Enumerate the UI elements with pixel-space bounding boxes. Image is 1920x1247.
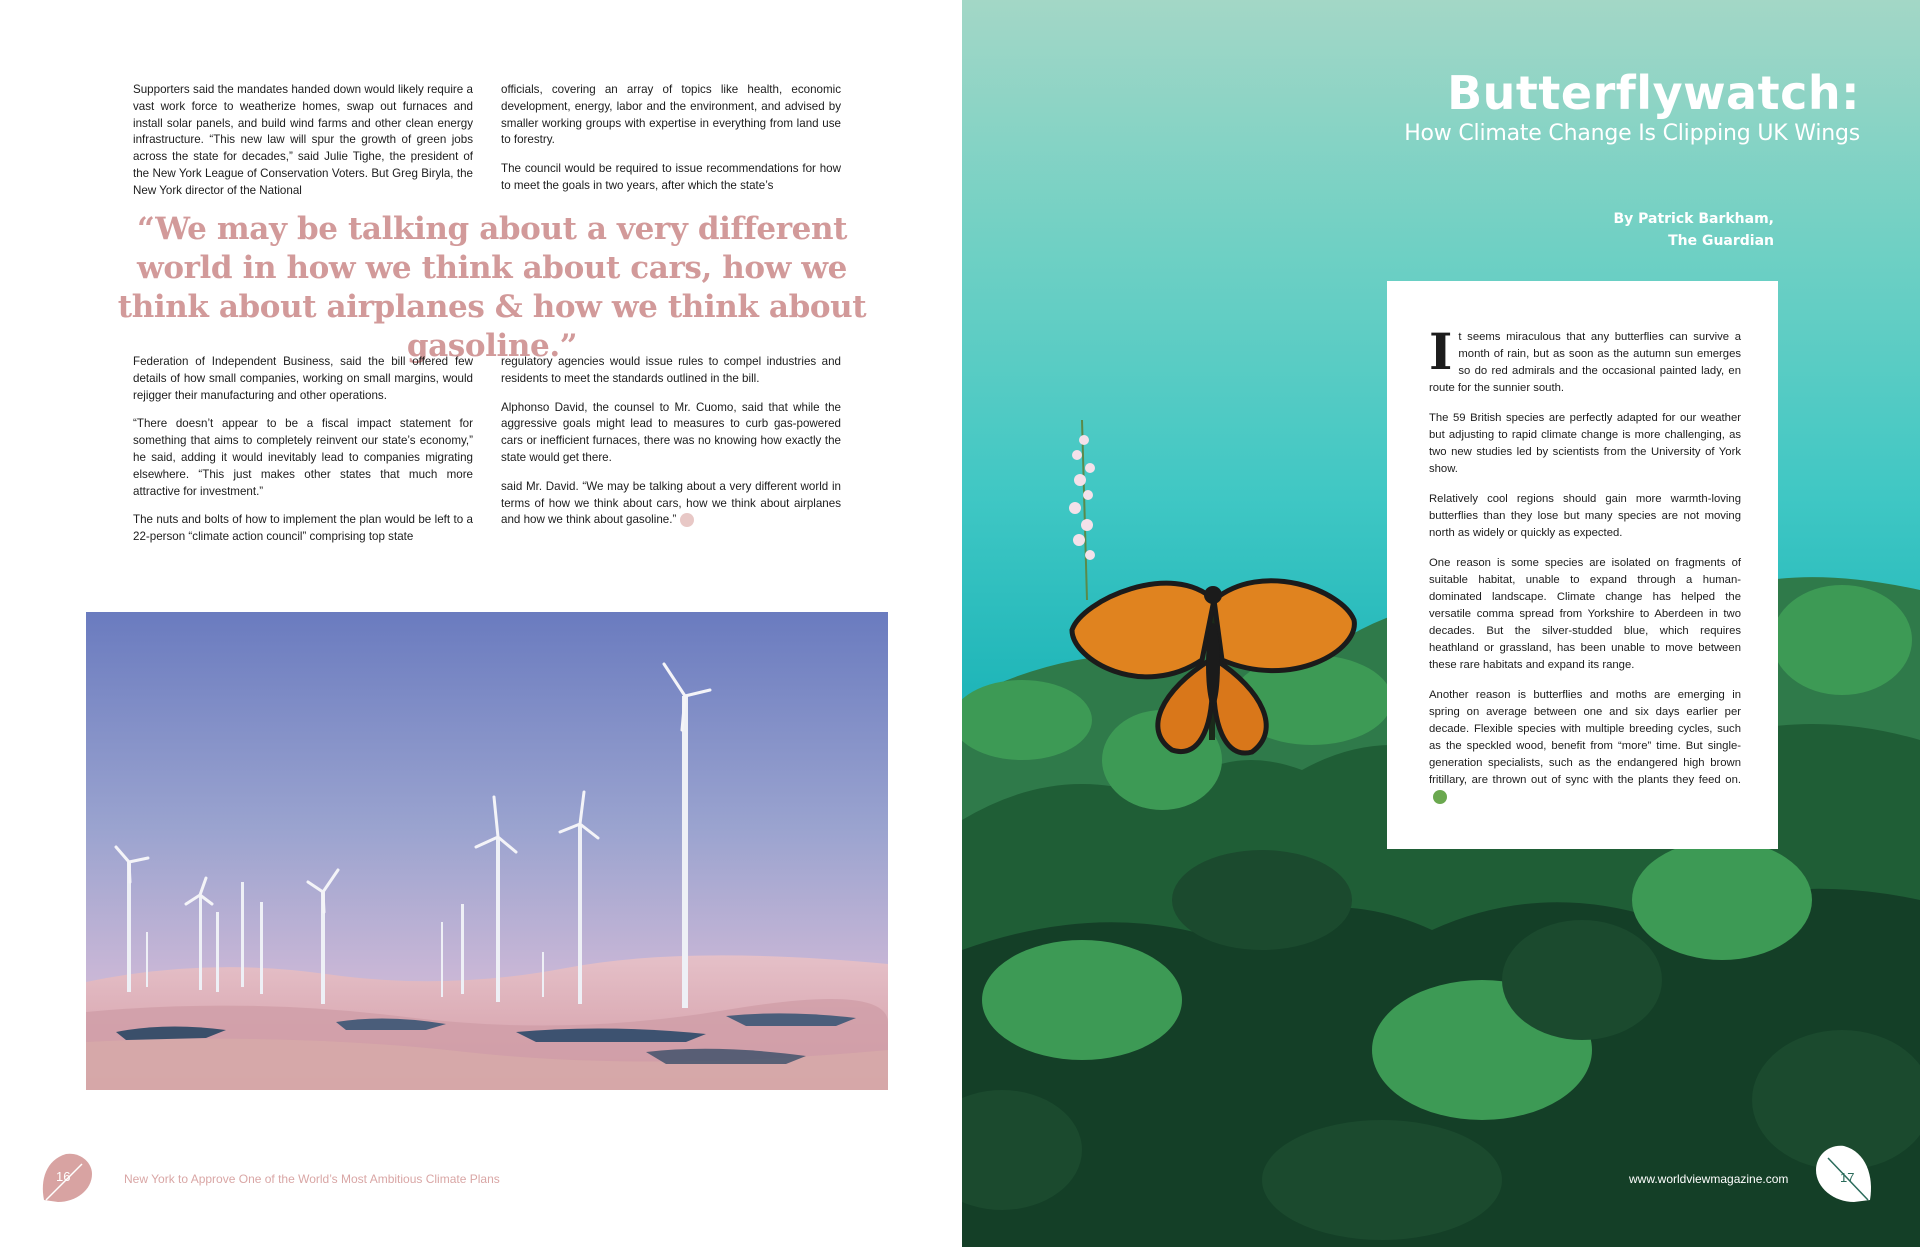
running-title: New York to Approve One of the World’s Most Ambitious Climate Plans <box>124 1172 500 1186</box>
byline-source: The Guardian <box>1668 233 1774 249</box>
paragraph: Alphonso David, the counsel to Mr. Cuomo, said that while the aggressive goals might lead to measures to curb gas-powered cars or inefficient furnaces, there was no knowing how exactly the state would get there. <box>501 400 841 464</box>
paragraph: Supporters said the mandates handed down would likely require a vast work force to weatherize homes, swap out furnaces and install solar panels, and build wind farms and other clean energy infrastructure. “This new law will spur the growth of green jobs across the state for decades,” said Julie Tighe, the president of the New York League of Conservation Voters. But Greg Biryla, the New York director of the National <box>133 83 473 197</box>
right-page <box>962 0 1920 1247</box>
top-right-column <box>501 82 841 198</box>
paragraph: Relatively cool regions should gain more warmth-loving butterflies than they lose but many species are not moving north as widely or quickly as expected. <box>1429 493 1741 539</box>
paragraph: regulatory agencies would issue rules to compel industries and residents to meet the standards outlined in the bill. <box>501 355 841 385</box>
paragraph <box>1429 687 1741 806</box>
top-left-column <box>133 82 473 198</box>
paragraph: The nuts and bolts of how to implement the plan would be left to a 22-person “climate action council” comprising top state <box>133 513 473 544</box>
bottom-right-column <box>501 354 841 541</box>
drop-cap: I <box>1429 322 1453 381</box>
paragraph: The 59 British species are perfectly adapted for our weather but adjusting to rapid climate change is more challenging, as two new studies led by scientists from the University of York show. <box>1429 412 1741 475</box>
byline-author: By Patrick Barkham, <box>1613 211 1774 227</box>
pull-quote: “We may be talking about a very different world in how we think about cars, how we think about airplanes & how we think about gasoline.” <box>117 211 867 364</box>
article-body-box <box>1387 281 1778 849</box>
wind-farm-illustration <box>86 612 888 1090</box>
byline <box>1613 208 1774 252</box>
page-number: 16 <box>56 1169 71 1184</box>
paragraph: officials, covering an array of topics like health, economic development, energy, labor and the environment, and advised by smaller working groups with expertise in everything from land use to forestry. <box>501 83 841 147</box>
article-subtitle: How Climate Change Is Clipping UK Wings <box>1404 121 1860 146</box>
paragraph <box>501 479 841 529</box>
paragraph: The council would be required to issue recommendations for how to meet the goals in two years, after which the state’s <box>501 162 841 192</box>
article-title: Butterflywatch: <box>1447 66 1860 120</box>
article-title-block <box>1404 66 1860 148</box>
first-paragraph-text: t seems miraculous that any butterflies can survive a month of rain, but as soon as the autumn sun emerges so do red admirals and the occasional painted lady, en route for the sunnier south. <box>1429 331 1741 394</box>
globe-icon <box>680 513 694 527</box>
paragraph-text: Another reason is butterflies and moths are emerging in spring on average between one and six days earlier per decade. Flexible species with multiple breeding cycles, such as the speckled wood, benefit from “more” time. But single-generation specialists, such as the endangered high brown fritillary, are thrown out of sync with the plants they feed on. <box>1429 689 1741 786</box>
website-link[interactable]: www.worldviewmagazine.com <box>1629 1172 1789 1186</box>
article-body <box>1429 322 1741 819</box>
paragraph: Federation of Independent Business, said the bill offered few details of how small companies, working on small margins, would rejigger their manufacturing and other operations. <box>133 355 473 402</box>
globe-icon <box>1433 790 1447 804</box>
bottom-left-column <box>133 354 473 558</box>
page-number: 17 <box>1840 1170 1855 1185</box>
paragraph: “There doesn’t appear to be a fiscal impact statement for something that aims to completely reinvent our state’s economy,” he said, adding it would inevitably lead to companies migrating elsewhere. “This just makes other states that much more attractive for investment.” <box>133 417 473 498</box>
first-paragraph <box>1429 322 1741 397</box>
paragraph: One reason is some species are isolated on fragments of suitable habitat, unable to expand through a human-dominated landscape. Climate change has helped the versatile comma spread from Yorkshire to Aberdeen in two decades. But the silver-studded blue, which requires heathland or grassland, has been unable to move between these rare habitats and expand its range. <box>1429 557 1741 671</box>
paragraph-text: said Mr. David. “We may be talking about a very different world in terms of how we think about cars, how we think about airplanes and how we think about gasoline.” <box>501 479 841 527</box>
